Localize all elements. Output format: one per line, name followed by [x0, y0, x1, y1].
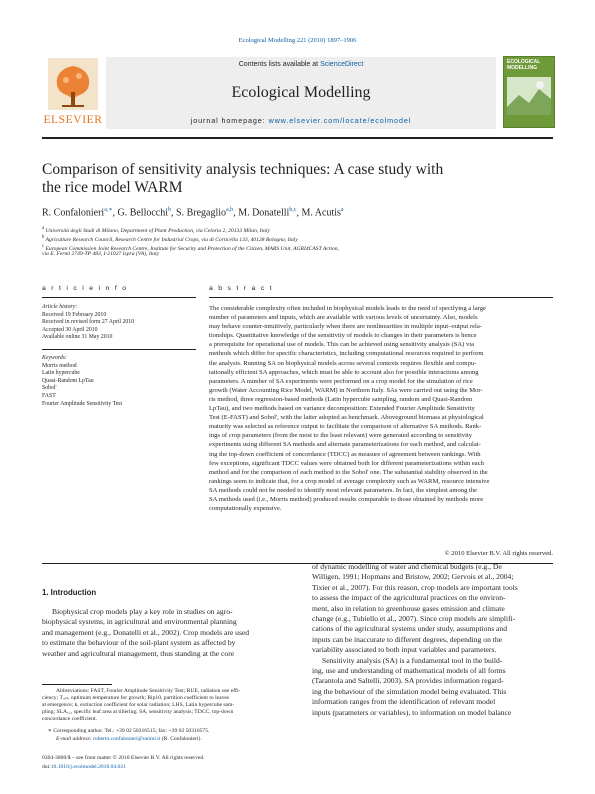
author-affiliation-mark[interactable]: a	[340, 207, 344, 213]
email-footnote	[56, 736, 306, 743]
body-line: and management (e.g., Donatelli et al., 2002). Crop models are used	[42, 627, 250, 637]
keyword: Latin hypercube	[42, 370, 80, 377]
abstract-line: The considerable complexity often included in biophysical models leads to the need of specifying a large	[209, 305, 486, 312]
keyword: FAST	[42, 392, 56, 399]
doi-link[interactable]: 10.1016/j.ecolmodel.2010.04.021	[50, 764, 127, 770]
email-label: E-mail address:	[56, 736, 92, 742]
doi-label: doi:	[42, 764, 51, 770]
affiliation: $^b$ Agriculture Research Council, Research Centre for Industrial Crops, via di Corticella 133, 40128 Bologna, Italy	[42, 235, 298, 243]
body-line: ing the behaviour of the simulation model being evaluated. This	[312, 686, 507, 696]
abstract-heading: a b s t r a c t	[209, 285, 274, 292]
body-line: cations of the agricultural systems under study, assumptions and	[312, 624, 508, 634]
abstract-line: rankings seem to indicate that, for a crop model of average complexity such as WARM, resource intensive	[209, 477, 490, 485]
footnote-line: ciency; Tₒₚₜ, optimum temperature for growth; Rip10, partition coefficient to leaves	[42, 695, 230, 701]
section-heading-introduction: 1. Introduction	[42, 588, 97, 597]
affiliation: $^a$ Università degli Studi di Milano, Department of Plant Production, via Celoria 2, 20133 Milan, Italy	[42, 226, 270, 234]
abstract-line: few exceptions, significant TDCC values were obtained both for different parameterizations within each	[209, 459, 484, 467]
body-line: biophysical systems, in agricultural and environmental planning	[42, 617, 237, 627]
author-affiliation-mark[interactable]: a,∗	[104, 207, 113, 213]
intro-left-column	[42, 607, 292, 659]
abstract-line: number of parameters and inputs, which are available with various levels of uncertainty. Also, models	[209, 314, 478, 322]
keyword: Fourier Amplitude Sensitivity Test	[42, 400, 123, 407]
contents-line	[106, 61, 496, 68]
body-line: information ranges from the identification of relevant model	[312, 697, 496, 707]
divider	[209, 297, 553, 298]
email-suffix: (R. Confalonieri).	[161, 736, 202, 742]
body-line: to assess the impact of the agricultural practices on the environ-	[312, 593, 506, 603]
abstract-line: SA methods used (i.e., Morris method) produced results comparable to those obtained by methods more	[209, 495, 484, 503]
abstract-line: experiments using different SA methods and alternate parameterizations for each method, and calculat-	[209, 441, 481, 449]
footnote-line: Abbreviations: FAST, Fourier Amplitude Sensitivity Test; RUE, radiation use effi-	[56, 688, 241, 694]
body-line: of dynamic modelling of water and chemical budgets (e.g., De	[312, 562, 502, 571]
footnote-line: pling; SLA₁₁, specific leaf area at tillering; SA, sensitivity analysis; TDCC, top-down	[42, 709, 234, 715]
running-header: Ecological Modelling 221 (2010) 1897–1906	[238, 37, 357, 44]
body-line: ment, also in relation to greenhouse gases emission and climate	[312, 603, 505, 613]
abstract-line: SA methods could not be needed to identify most relevant parameters. In fact, the simplest among the	[209, 486, 478, 494]
issn-line: 0304-3800/$ – see front matter © 2010 Elsevier B.V. All rights reserved.	[42, 755, 205, 761]
sciencedirect-link[interactable]: ScienceDirect	[320, 61, 364, 68]
body-line: inputs (parameters or variables), to information on model balance	[312, 707, 512, 717]
footnote-rule	[42, 684, 112, 685]
abstract-line: parameters. A number of SA experiments were performed on a crop model for the simulation of rice	[209, 377, 473, 385]
footnote-line: at emergence; k, extinction coefficient for solar radiation; LHS, Latin hypercube sam-	[42, 702, 235, 708]
abstract-line: the analysis. Running SA on biophysical models across several contexts requires flexible and compu-	[209, 359, 477, 367]
article-history	[42, 304, 202, 342]
keywords	[42, 355, 202, 408]
elsevier-logo	[42, 56, 104, 134]
body-line: Tixier et al., 2007). For this reason, crop models are important tools	[312, 582, 518, 592]
journal-title: Ecological Modelling	[231, 84, 371, 101]
history-item: Received 19 February 2010	[42, 311, 107, 318]
abstract-line: may behave counter-intuitively, particularly when there are nonlinearities in multiple input–output rela-	[209, 323, 482, 331]
keyword: Sobol'	[42, 385, 57, 392]
body-line: change (e.g., Tubiello et al., 2007). Since crop models are simplifi-	[312, 614, 516, 624]
author-name: M. Donatelli	[238, 207, 290, 219]
publisher-logo-text: ELSEVIER	[43, 114, 103, 126]
homepage-link[interactable]: www.elsevier.com/locate/ecolmodel	[268, 116, 412, 125]
author-name: S. Bregaglio	[176, 207, 227, 219]
banner-rule	[42, 137, 553, 139]
body-line: to estimate the behaviour of the soil-plant system as affected by	[42, 638, 236, 648]
abstract-line: tionships. Quantitative knowledge of the sensitivity of models to changes in their parameters is hence	[209, 332, 477, 340]
journal-cover-thumbnail	[503, 56, 555, 128]
abstract-line: computationally expensive.	[209, 505, 282, 513]
journal-homepage	[106, 116, 496, 125]
homepage-label: journal homepage:	[190, 116, 266, 125]
history-item: Available online 31 May 2010	[42, 334, 113, 341]
history-label: Article history:	[42, 304, 78, 310]
copyright-notice: © 2010 Elsevier B.V. All rights reserved.	[444, 550, 553, 557]
article-info-heading: a r t i c l e i n f o	[42, 285, 128, 292]
article-title: Comparison of sensitivity analysis techniques: A case study with the rice model WARM	[42, 161, 444, 196]
abstract-line: ris method, three regression-based methods (Latin hypercube sampling, random and Quasi-Random	[209, 395, 473, 403]
abstract-line: maturity was selected as reference output to facilitate the comparison of alternative SA methods. Rank-	[209, 423, 482, 431]
doi-line	[42, 764, 342, 771]
author-affiliation-mark[interactable]: b	[168, 207, 172, 213]
cover-illustration-icon	[507, 77, 551, 115]
keyword: Morris method	[42, 362, 77, 369]
abbreviations-footnote	[42, 688, 292, 723]
body-line: variability associated to both input variables and parameters.	[312, 645, 497, 655]
affiliation: $^c$ European Commission Joint Research Centre, Institute for Security and Protection of the Citizen, MARS Unit, AGRI4CAST Action,	[42, 244, 339, 252]
history-item: Received in revised form 27 April 2010	[42, 319, 135, 326]
abstract-line: a prerequisite for operational use of models. This can be achieved using sensitivity analysis (SA) via	[209, 341, 475, 349]
author-list: R. Confalonieri$^{a,∗}$, G. Bellocchi$^b$, S. Bregaglio$^{a,b}$, M. Donatelli$^{b,c}$, M. Acutis$^a$	[42, 207, 344, 219]
body-line: weather and agricultural management, thus standing at the core	[42, 648, 235, 658]
abstract-line: Test (E-FAST) and Sobol', with the latter adopted as benchmark. Aboveground biomass at physiological	[209, 414, 484, 422]
intro-right-column	[312, 562, 553, 718]
abstract-line: methods which differ for specific characteristics, including computational resources required to perform	[209, 350, 484, 358]
footnote-line: concordance coefficient.	[42, 716, 97, 722]
keywords-label: Keywords:	[42, 355, 67, 361]
keyword: Quasi-Random LpTau	[42, 377, 94, 384]
author-name: M. Acutis	[301, 207, 341, 219]
body-line: Willigen, 1991; Hopmans and Bristow, 2002; Gervois et al., 2004;	[312, 572, 514, 582]
author-affiliation-mark[interactable]: a,b	[226, 207, 234, 213]
cover-image	[507, 77, 551, 115]
body-line: ing, use and understanding of mathematical models of all forms	[312, 666, 506, 676]
email-link[interactable]: roberto.confalonieri@unimi.it	[93, 736, 161, 742]
elsevier-tree-icon	[48, 58, 98, 110]
divider	[42, 349, 196, 350]
corresponding-author-footnote: ∗ Corresponding author. Tel.: +39 02 50316515; fax: +39 02 50316575.	[48, 728, 210, 734]
abstract-line: ings of crop parameters (from the most to the least relevant) were generated according to sensitivity	[209, 432, 473, 440]
history-item: Accepted 30 April 2010	[42, 326, 98, 333]
author-name: G. Bellocchi	[117, 207, 169, 219]
abstract-line: tationally efficient SA approaches, which must be able to account also for possible interactions among	[209, 368, 479, 376]
contents-prefix: Contents lists available at	[238, 61, 319, 68]
body-line: (Tarantola and Saltelli, 2003). SA provides information regard-	[312, 676, 504, 686]
abstract-line: ing the top-down coefficient of concordance (TDCC) as measure of agreement between rankings. With	[209, 450, 481, 458]
body-line: Sensitivity analysis (SA) is a fundamental tool in the build-	[322, 655, 503, 665]
body-line: Biophysical crop models play a key role in studies on agro-	[52, 607, 233, 616]
cover-title: ECOLOGICAL MODELLING	[507, 59, 541, 71]
body-line: inputs can be inaccurate to different degrees, depending on the	[312, 634, 503, 644]
abstract-text	[209, 304, 553, 513]
abstract-line: LpTau), and two methods based on variance decomposition: Extended Fourier Amplitude Sensitivity	[209, 405, 475, 413]
author-name: R. Confalonieri	[42, 207, 105, 219]
affiliation: via E. Fermi 2749-TP 483, I-21027 Ispra (VA), Italy	[42, 251, 160, 257]
abstract-line: method and for the comparison of each method to the Sobol' one. The substantial stability observed in the	[209, 468, 488, 476]
abstract-line: growth (Water Accounting Rice Model, WARM) in Northern Italy. SAs were carried out using the Mor-	[209, 386, 483, 394]
divider	[42, 297, 196, 298]
author-affiliation-mark[interactable]: b,c	[289, 207, 297, 213]
